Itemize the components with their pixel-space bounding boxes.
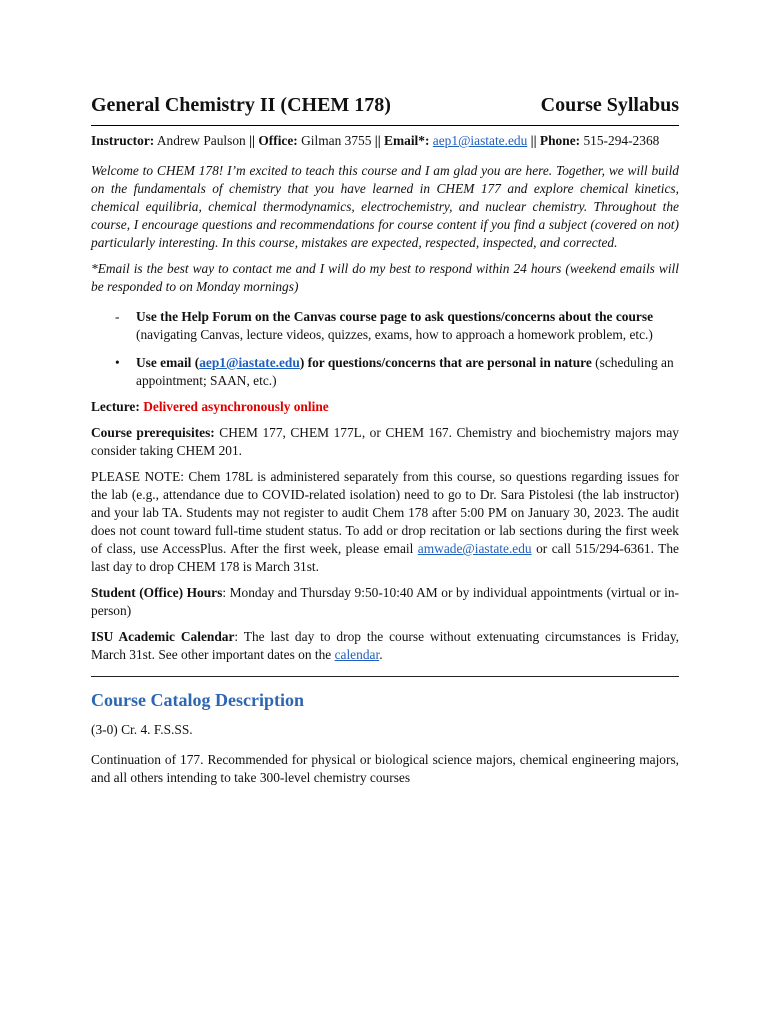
syllabus-body <box>91 162 679 795</box>
calendar-paragraph <box>91 628 679 664</box>
calendar-link[interactable]: calendar <box>334 647 380 662</box>
header-rule <box>91 125 679 126</box>
welcome-paragraph: Welcome to CHEM 178! I’m excited to teach this course and I am glad you are here. Together, we will build on the fundamentals of chemistry that you have learned in CHEM 177 and explore chemical kinetics, chemical equilibria, chemical thermodynamics, electrochemistry, and nuclear chemistry. Throughout the course, I encourage questions and recommendations for course content if you find a subject (covered on not) particularly interesting. In this course, mistakes are expected, respected, inspected, and corrected. <box>91 163 679 250</box>
bullet-email <box>91 354 679 390</box>
dash-marker: - <box>115 309 120 324</box>
bullet-marker: • <box>115 355 120 370</box>
bullet-bold-post: ) for questions/concerns that are personal in nature <box>299 355 592 370</box>
period: . <box>379 647 383 662</box>
hours-label: Student (Office) Hours <box>91 585 223 600</box>
prereq-text: CHEM 177, CHEM 177L, or CHEM 167. Chemistry and biochemistry majors may consider taking CHEM 201. <box>91 425 679 458</box>
email-note: *Email is the best way to contact me and I will do my best to respond within 24 hours (weekend emails will be responded to on Monday mornings) <box>91 261 679 294</box>
hours-text: : Monday and Thursday 9:50-10:40 AM or by individual appointments (virtual or in-person) <box>91 585 679 618</box>
lab-email-link[interactable]: amwade@iastate.edu <box>417 541 532 556</box>
document-title: Course Syllabus <box>540 94 679 116</box>
bullet-bold-text: Use the Help Forum on the Canvas course page to ask questions/concerns about the course <box>136 309 654 324</box>
prereq-label: Course prerequisites: <box>91 425 215 440</box>
calendar-text: : The last day to drop the course without extenuating circumstances is Friday, March 31st. See other important dates on the <box>91 629 679 662</box>
catalog-description: Continuation of 177. Recommended for physical or biological science majors, chemical engineering majors, and all others intending to take 300-level chemistry courses <box>91 752 679 785</box>
phone-label: Phone: <box>539 133 581 148</box>
instructor-label: Instructor: <box>91 133 155 148</box>
separator: || <box>530 133 537 148</box>
lecture-line <box>91 398 679 416</box>
email-label: Email*: <box>384 133 430 148</box>
instructor-name: Andrew Paulson <box>156 133 246 148</box>
separator: || <box>374 133 381 148</box>
please-note-paragraph <box>91 468 679 576</box>
bullet-rest-text: (navigating Canvas, lecture videos, quizzes, exams, how to approach a homework problem, etc.) <box>136 327 653 342</box>
section-divider <box>91 676 679 677</box>
bullet-help-forum <box>91 308 679 344</box>
bullet-email-link[interactable]: aep1@iastate.edu <box>199 355 300 370</box>
course-title: General Chemistry II (CHEM 178) <box>91 94 391 116</box>
catalog-credits: (3-0) Cr. 4. F.S.SS. <box>91 722 193 737</box>
bullet-bold-pre: Use email ( <box>136 355 200 370</box>
lecture-value: Delivered asynchronously online <box>143 399 329 414</box>
office-label: Office: <box>258 133 298 148</box>
email-link[interactable]: aep1@iastate.edu <box>432 133 528 148</box>
lecture-label: Lecture: <box>91 399 140 414</box>
catalog-heading: Course Catalog Description <box>91 690 304 710</box>
note-text-end: or call 515/294-6361. The last day to drop CHEM 178 is March 31st. <box>91 541 679 574</box>
prerequisites-paragraph <box>91 424 679 460</box>
office-value: Gilman 3755 <box>301 133 372 148</box>
bullet-rest-text: (scheduling an appointment; SAAN, etc.) <box>136 355 674 388</box>
note-text: PLEASE NOTE: Chem 178L is administered separately from this course, so questions regarding issues for the lab (e.g., attendance due to COVID-related isolation) need to go to Dr. Sara Pistolesi (the lab instructor) and your lab TA. Students may not register to audit Chem 178 after 5:00 PM on January 30, 2023. The audit does not count toward full-time student status. To add or drop recitation or lab sections during the first week of class, use AccessPlus. After the first week, please email <box>91 469 679 556</box>
phone-value: 515-294-2368 <box>583 133 660 148</box>
page-header <box>91 94 679 120</box>
office-hours-paragraph <box>91 584 679 620</box>
separator: || <box>249 133 255 148</box>
contact-line <box>91 132 679 150</box>
calendar-label: ISU Academic Calendar <box>91 629 235 644</box>
